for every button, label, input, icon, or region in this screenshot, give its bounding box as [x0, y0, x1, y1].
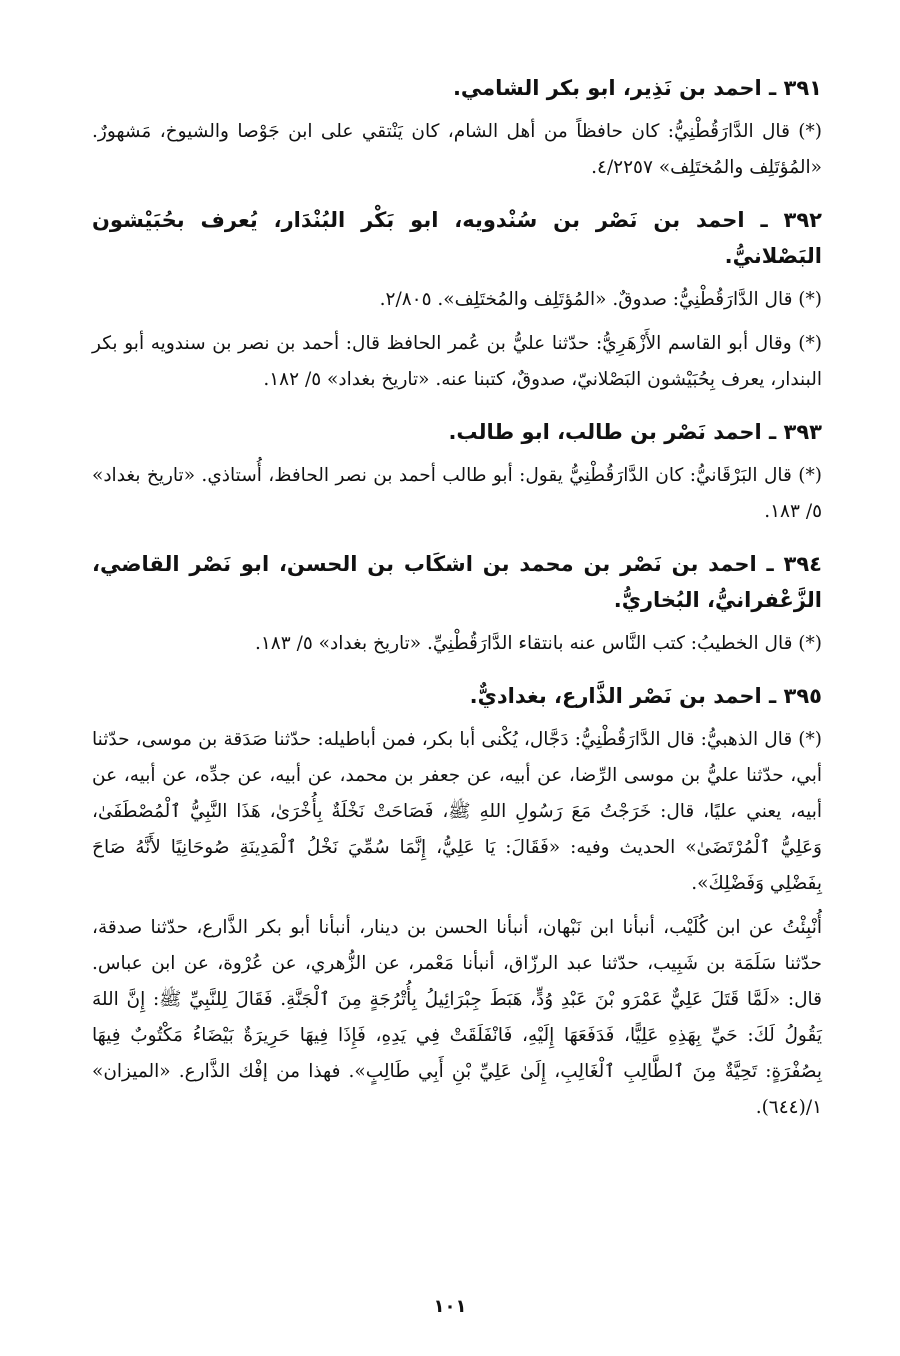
entry-paragraph: أُنْبِئْتُ عن ابن كُلَيْب، أنبأنا ابن نَبْهان، أنبأنا الحسن بن دينار، أنبأنا أبو بكر الذَّارع، حدّثنا صدقة، حدّثنا سَلَمَة بن شَبِيب، حدّثنا عبد الرزّاق، أنبأنا مَعْمر، عن الزُّهري، عن عُرْوة، عن ابن عباس. قال: «لَمَّا قَتَلَ عَلِيٌّ عَمْرَو بْنَ عَبْدِ وُدٍّ، هَبَطَ جِبْرَائِيلُ بِأُتْرُجَةٍ مِنَ ٱلْجَنَّةِ. فَقَالَ لِلنَّبِيِّ ﷺ: إِنَّ اللهَ يَقُولُ لَكَ: حَيِّ بِهَذِهِ عَلِيًّا، فَدَفَعَهَا إِلَيْهِ، فَانْفَلَقَتْ فِي يَدِهِ، فَإِذَا فِيهَا حَرِيرَةٌ بَيْضَاءُ مَكْتُوبٌ فِيهَا بِصُفْرَةٍ: تَحِيَّةٌ مِنَ ٱلطَّالِبِ ٱلْغَالِبِ، إِلَىٰ عَلِيِّ بْنِ أَبِي طَالِبٍ». فهذا من إفْك الذَّارع. «الميزان» ١/(٦٤٤).	[92, 917, 822, 1118]
entry-393	[92, 414, 822, 530]
entry-title: ٣٩٢ ـ احمد بن نَصْر بن سُنْدويه، ابو بَكْر البُنْدَار، يُعرف بحُبَيْشون البَصْلانيُّ.	[92, 208, 822, 268]
entry-paragraph: (*) قال الخطيبُ: كتب النَّاس عنه بانتقاء الدَّارَقُطْنِيِّ. «تاريخ بغداد» ٥/ ١٨٣.	[254, 633, 822, 654]
entry-paragraph: (*) قال البَرْقَانيُّ: كان الدَّارَقُطْنِيُّ يقول: أبو طالب أحمد بن نصر الحافظ، أُستاذي. «تاريخ بغداد» ٥/ ١٨٣.	[92, 465, 822, 522]
entry-391	[92, 70, 822, 186]
entry-paragraph: (*) قال الدَّارَقُطْنِيُّ: صدوقٌ. «المُؤتَلِف والمُختَلِف». ٢/٨٠٥.	[379, 289, 822, 310]
entry-title: ٣٩٥ ـ احمد بن نَصْر الذَّارع، بغداديٌّ.	[469, 684, 822, 708]
entry-title: ٣٩٣ ـ احمد نَصْر بن طالب، ابو طالب.	[448, 420, 822, 444]
entry-395	[92, 678, 822, 1126]
entry-title: ٣٩١ ـ احمد بن نَذِير، ابو بكر الشامي.	[452, 76, 822, 100]
entry-paragraph: (*) قال الذهبيُّ: قال الدَّارَقُطْنِيُّ: دَجَّال، يُكْنى أبا بكر، فمن أباطيله: حدّثنا صَدَقة بن موسى، حدّثنا أبي، حدّثنا عليُّ بن موسى الرِّضا، عن أبيه، عن جعفر بن محمد، عن أبيه، عن جدِّه، عن أبيه، عن أبيه، يعني عليًا، قال: خَرَجْتُ مَعَ رَسُولِ اللهِ ﷺ، فَصَاحَتْ نَخْلَةٌ بِأُخْرَىٰ، هَذَا النَّبِيُّ ٱلْمُصْطَفَىٰ، وَعَلِيُّ ٱلْمُرْتَضَىٰ» الحديث وفيه: «فَقَالَ: يَا عَلِيُّ، إِنَّمَا سُمِّيَ نَخْلُ ٱلْمَدِينَةِ صُوحَانِيًا لأَنَّهُ صَاحَ بِفَضْلِي وَفَضْلِكَ».	[92, 729, 822, 894]
page-content	[92, 70, 822, 1142]
entry-paragraph: (*) قال الدَّارَقُطْنِيُّ: كان حافظاً من أهل الشام، كان يَنْتقي على ابن جَوْصا والشيوخ، مَشهورٌ. «المُؤتَلِف والمُختَلِف» ٤/٢٢٥٧.	[92, 121, 822, 178]
entry-paragraph: (*) وقال أبو القاسم الأَزْهَرِيُّ: حدّثنا عليُّ بن عُمر الحافظ قال: أحمد بن نصر بن سندويه أبو بكر البندار، يعرف بِحُبَيْشون البَصْلانيّ، صدوقٌ، كتبنا عنه. «تاريخ بغداد» ٥/ ١٨٢.	[92, 333, 822, 390]
entry-title: ٣٩٤ ـ احمد بن نَصْر بن محمد بن اشكَاب بن الحسن، ابو نَصْر القاضي، الزَّعْفرانيُّ، البُخاريُّ.	[92, 552, 822, 612]
entry-394	[92, 546, 822, 662]
page-number: ١٠١	[433, 1296, 467, 1317]
entry-392	[92, 202, 822, 398]
